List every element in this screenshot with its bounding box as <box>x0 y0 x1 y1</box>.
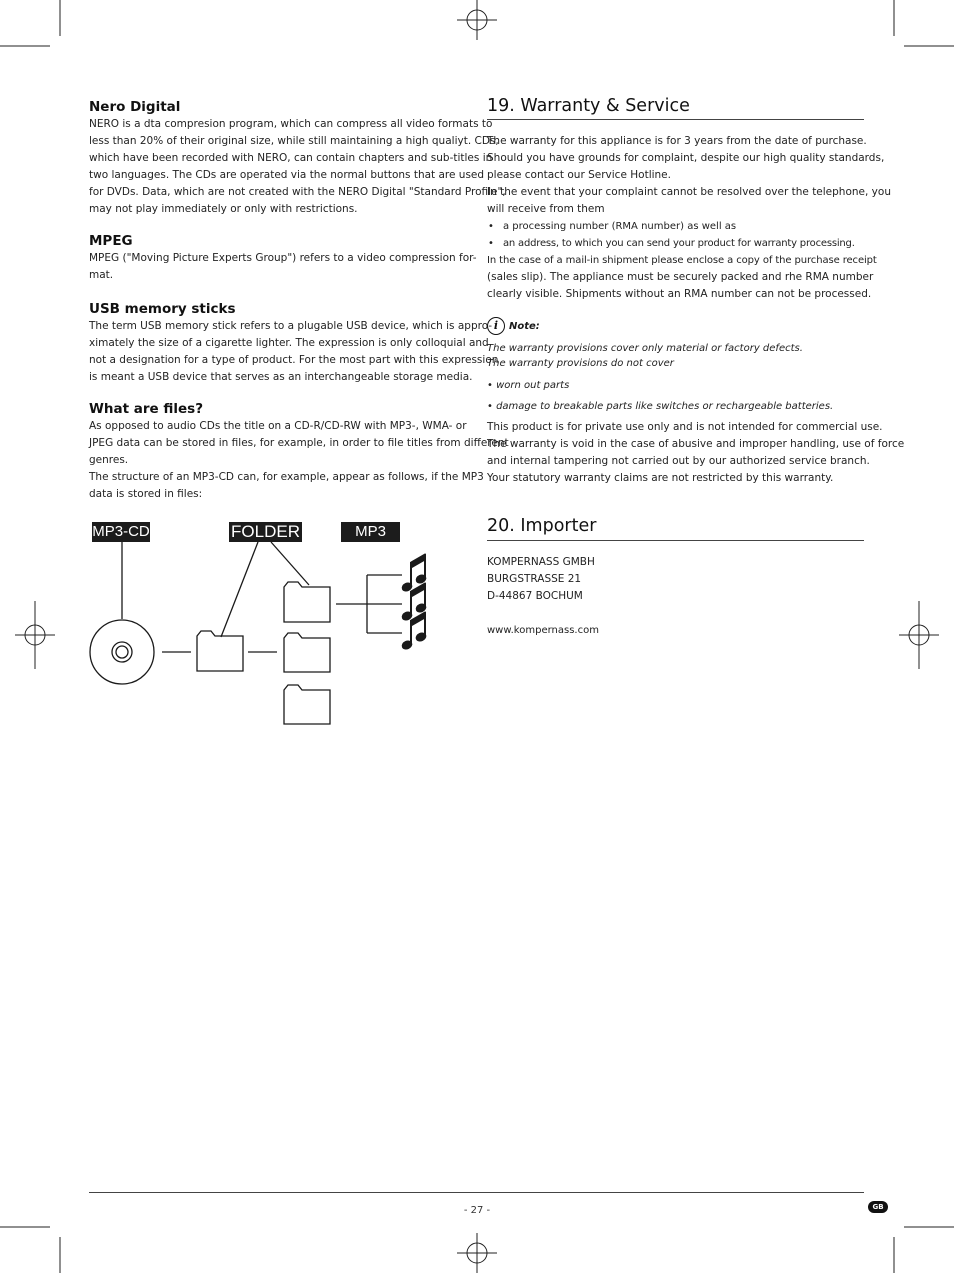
note-body: The warranty provisions cover only material or factory defects. The warranty provisions do not cover • worn out parts • damage to breakable parts like switches or rechargeable batteries. <box>487 343 834 412</box>
warranty-heading: 19. Warranty & Service <box>487 96 690 116</box>
importer-rule <box>487 540 864 541</box>
page-number: - 27 - <box>463 1205 491 1216</box>
importer-address: KOMPERNASS GMBH BURGSTRASSE 21 D-44867 BOCHUM www.kompernass.com <box>487 554 787 639</box>
mpeg-heading: MPEG <box>89 233 133 249</box>
files-heading: What are files? <box>89 401 204 417</box>
usb-heading: USB memory sticks <box>89 301 236 317</box>
section-usb <box>89 301 499 386</box>
info-icon: i <box>487 317 505 335</box>
section-importer <box>487 516 865 536</box>
mpeg-body: MPEG ("Moving Picture Experts Group") refers to a video compression for- mat. <box>89 252 477 281</box>
list-item: • an address, to which you can send your product for warranty processing. <box>487 235 867 252</box>
label-mp3: MP3 <box>341 522 400 542</box>
folder-icon <box>284 582 330 622</box>
footer-rule <box>89 1192 864 1193</box>
usb-body: The term USB memory stick refers to a plugable USB device, which is appro- ximately the size of a cigarette lighter. The expression is only colloquial and not a designation for a type of product. For the most part with this expression is meant a USB device that serves as an interchangeable storage media. <box>89 320 499 383</box>
note-label: Note: <box>509 320 540 332</box>
section-warranty <box>487 96 865 116</box>
label-mp3-cd: MP3-CD <box>92 523 150 540</box>
label-folder: FOLDER <box>229 522 302 542</box>
language-badge: GB <box>868 1201 888 1213</box>
website-link[interactable]: www.kompernass.com <box>487 625 599 636</box>
nero-heading: Nero Digital <box>89 99 181 115</box>
section-nero-digital <box>89 99 506 218</box>
cd-disc-icon <box>90 620 154 684</box>
section-mpeg <box>89 233 477 284</box>
folder-icon <box>284 685 330 724</box>
importer-heading: 20. Importer <box>487 516 597 536</box>
warranty-rule <box>487 119 864 120</box>
note-box <box>487 317 867 414</box>
mp3-structure-diagram <box>85 518 445 733</box>
warranty-body: The warranty for this appliance is for 3 years from the date of purchase. Should you have grounds for complaint, despite our high quality standards, please contact our Service Hotline. In the event that your complaint cannot be resolved over the telephone, you will receive from them • a processing number (RMA number) as well as • an address, to which you can send your product for warranty processing. In the case of a mail-in shipment please enclose a copy of the purchase receipt (sales slip). The appliance must be securely packed and rhe RMA number clearly visible. Shipments without an RMA number can not be processed. <box>487 133 867 303</box>
section-files <box>89 401 509 503</box>
list-item: • a processing number (RMA number) as well as <box>487 218 867 235</box>
folder-icon <box>197 631 243 671</box>
warranty-body-2: This product is for private use only and is not intended for commercial use. The warranty is void in the case of abusive and improper handling, use of force and internal tampering not carried out by our authorized service branch. Your statutory warranty claims are not restricted by this warranty. <box>487 421 905 484</box>
warranty-bullets <box>487 218 867 252</box>
nero-body: NERO is a dta compresion program, which can compress all video formats to less than 20% of their original size, while still maintaining a high qualiyt. CDs, which have been recorded with NERO, can contain chapters and sub-titles in two languages. The CDs are operated via the normal buttons that are used for DVDs. Data, which are not created with the NERO Digital "Standard Profile", may not play immediately or only with restrictions. <box>89 118 506 215</box>
files-body: As opposed to audio CDs the title on a CD-R/CD-RW with MP3-, WMA- or JPEG data can be stored in files, for example, in order to file titles from different genres. The structure of an MP3-CD can, for example, appear as follows, if the MP3 data is stored in files: <box>89 420 509 500</box>
folder-icon <box>284 633 330 672</box>
